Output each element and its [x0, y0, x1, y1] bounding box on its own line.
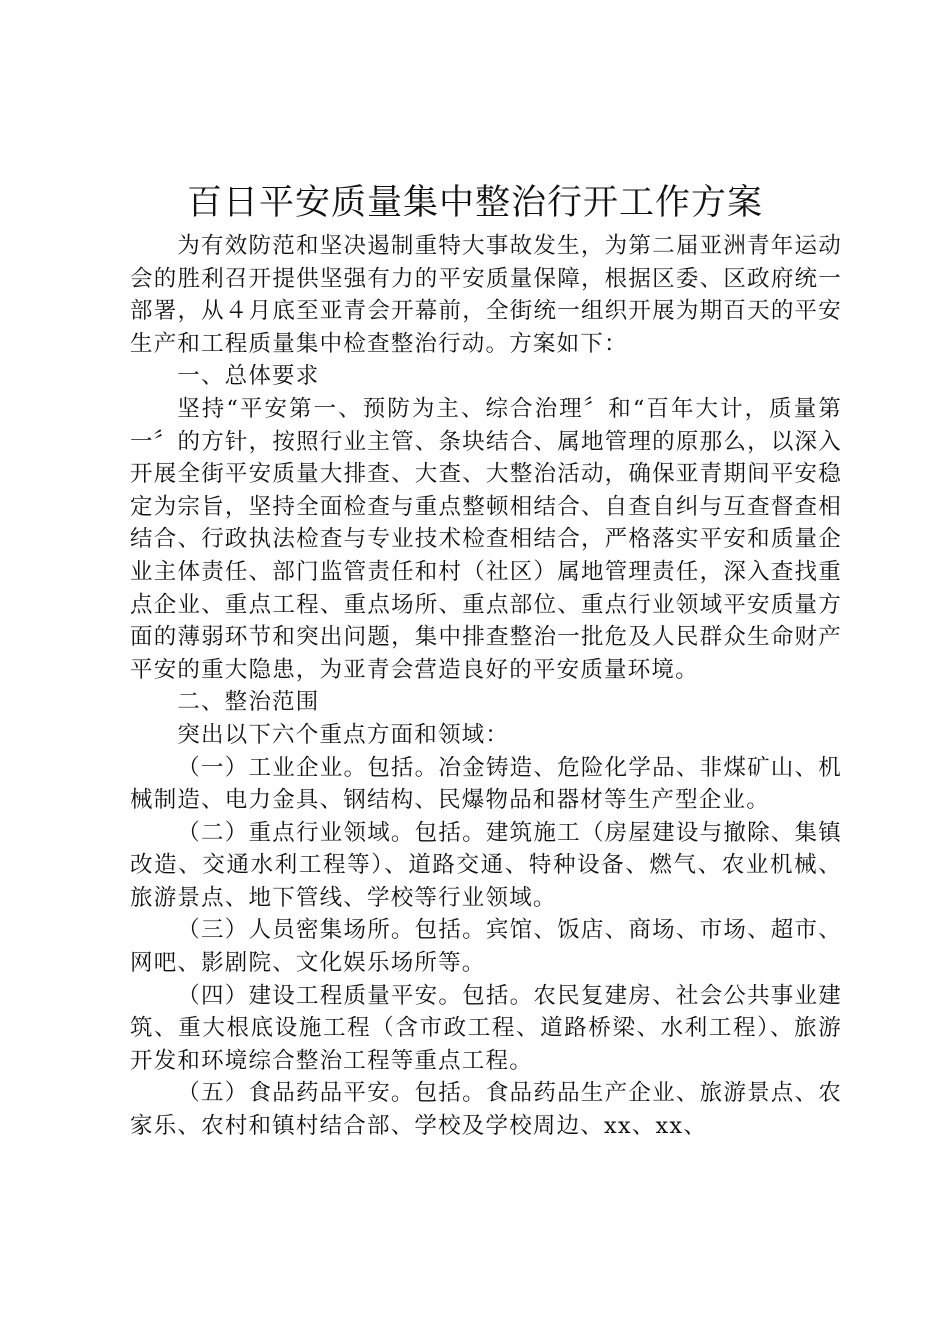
scope-intro-paragraph: 突出以下六个重点方面和领域： [177, 721, 510, 748]
section-heading-general-requirements: 一、总体要求 [177, 363, 320, 390]
document-body [130, 230, 842, 1143]
document-title: 百日平安质量集中整治行开工作方案 [186, 183, 763, 223]
intro-paragraph: 为有效防范和坚决遏制重特大事故发生，为第二届亚洲青年运动会的胜利召开提供坚强有力的平安质量保障，根据区委、区政府统一部署，从４月底至亚青会开幕前，全街统一组织开展为期百天的平安生产和工程质量集中检查整治行动。方案如下： [130, 233, 842, 357]
scope-item-key-industries: （二）重点行业领域。包括。建筑施工（房屋建设与撤除、集镇改造、交通水利工程等）、道路交通、特种设备、燃气、农业机械、旅游景点、地下管线、学校等行业领域。 [130, 819, 842, 911]
section-heading-scope: 二、整治范围 [177, 689, 320, 716]
scope-item-construction-quality: （四）建设工程质量平安。包括。农民复建房、社会公共事业建筑、重大根底设施工程（含市政工程、道路桥梁、水利工程）、旅游开发和环境综合整治工程等重点工程。 [130, 982, 842, 1074]
scope-item-food-drug-safety: （五）食品药品平安。包括。食品药品生产企业、旅游景点、农家乐、农村和镇村结合部、学校及学校周边、xx、xx、 [130, 1080, 842, 1140]
scope-item-crowded-places: （三）人员密集场所。包括。宾馆、饭店、商场、市场、超市、网吧、影剧院、文化娱乐场所等。 [130, 917, 842, 977]
scope-item-industrial-enterprises: （一）工业企业。包括。冶金铸造、危险化学品、非煤矿山、机械制造、电力金具、钢结构、民爆物品和器材等生产型企业。 [130, 754, 842, 814]
general-requirements-paragraph: 坚持“平安第一、预防为主、综合治理〞和“百年大计，质量第一〞的方针，按照行业主管、条块结合、属地管理的原那么，以深入开展全街平安质量大排查、大查、大整治活动，确保亚青期间平安稳定为宗旨，坚持全面检查与重点整顿相结合、自查自纠与互查督查相结合、行政执法检查与专业技术检查相结合，严格落实平安和质量企业主体责任、部门监管责任和村（社区）属地管理责任，深入查找重点企业、重点工程、重点场所、重点部位、重点行业领域平安质量方面的薄弱环节和突出问题，集中排查整治一批危及人民群众生命财产平安的重大隐患，为亚青会营造良好的平安质量环境。 [130, 395, 842, 683]
